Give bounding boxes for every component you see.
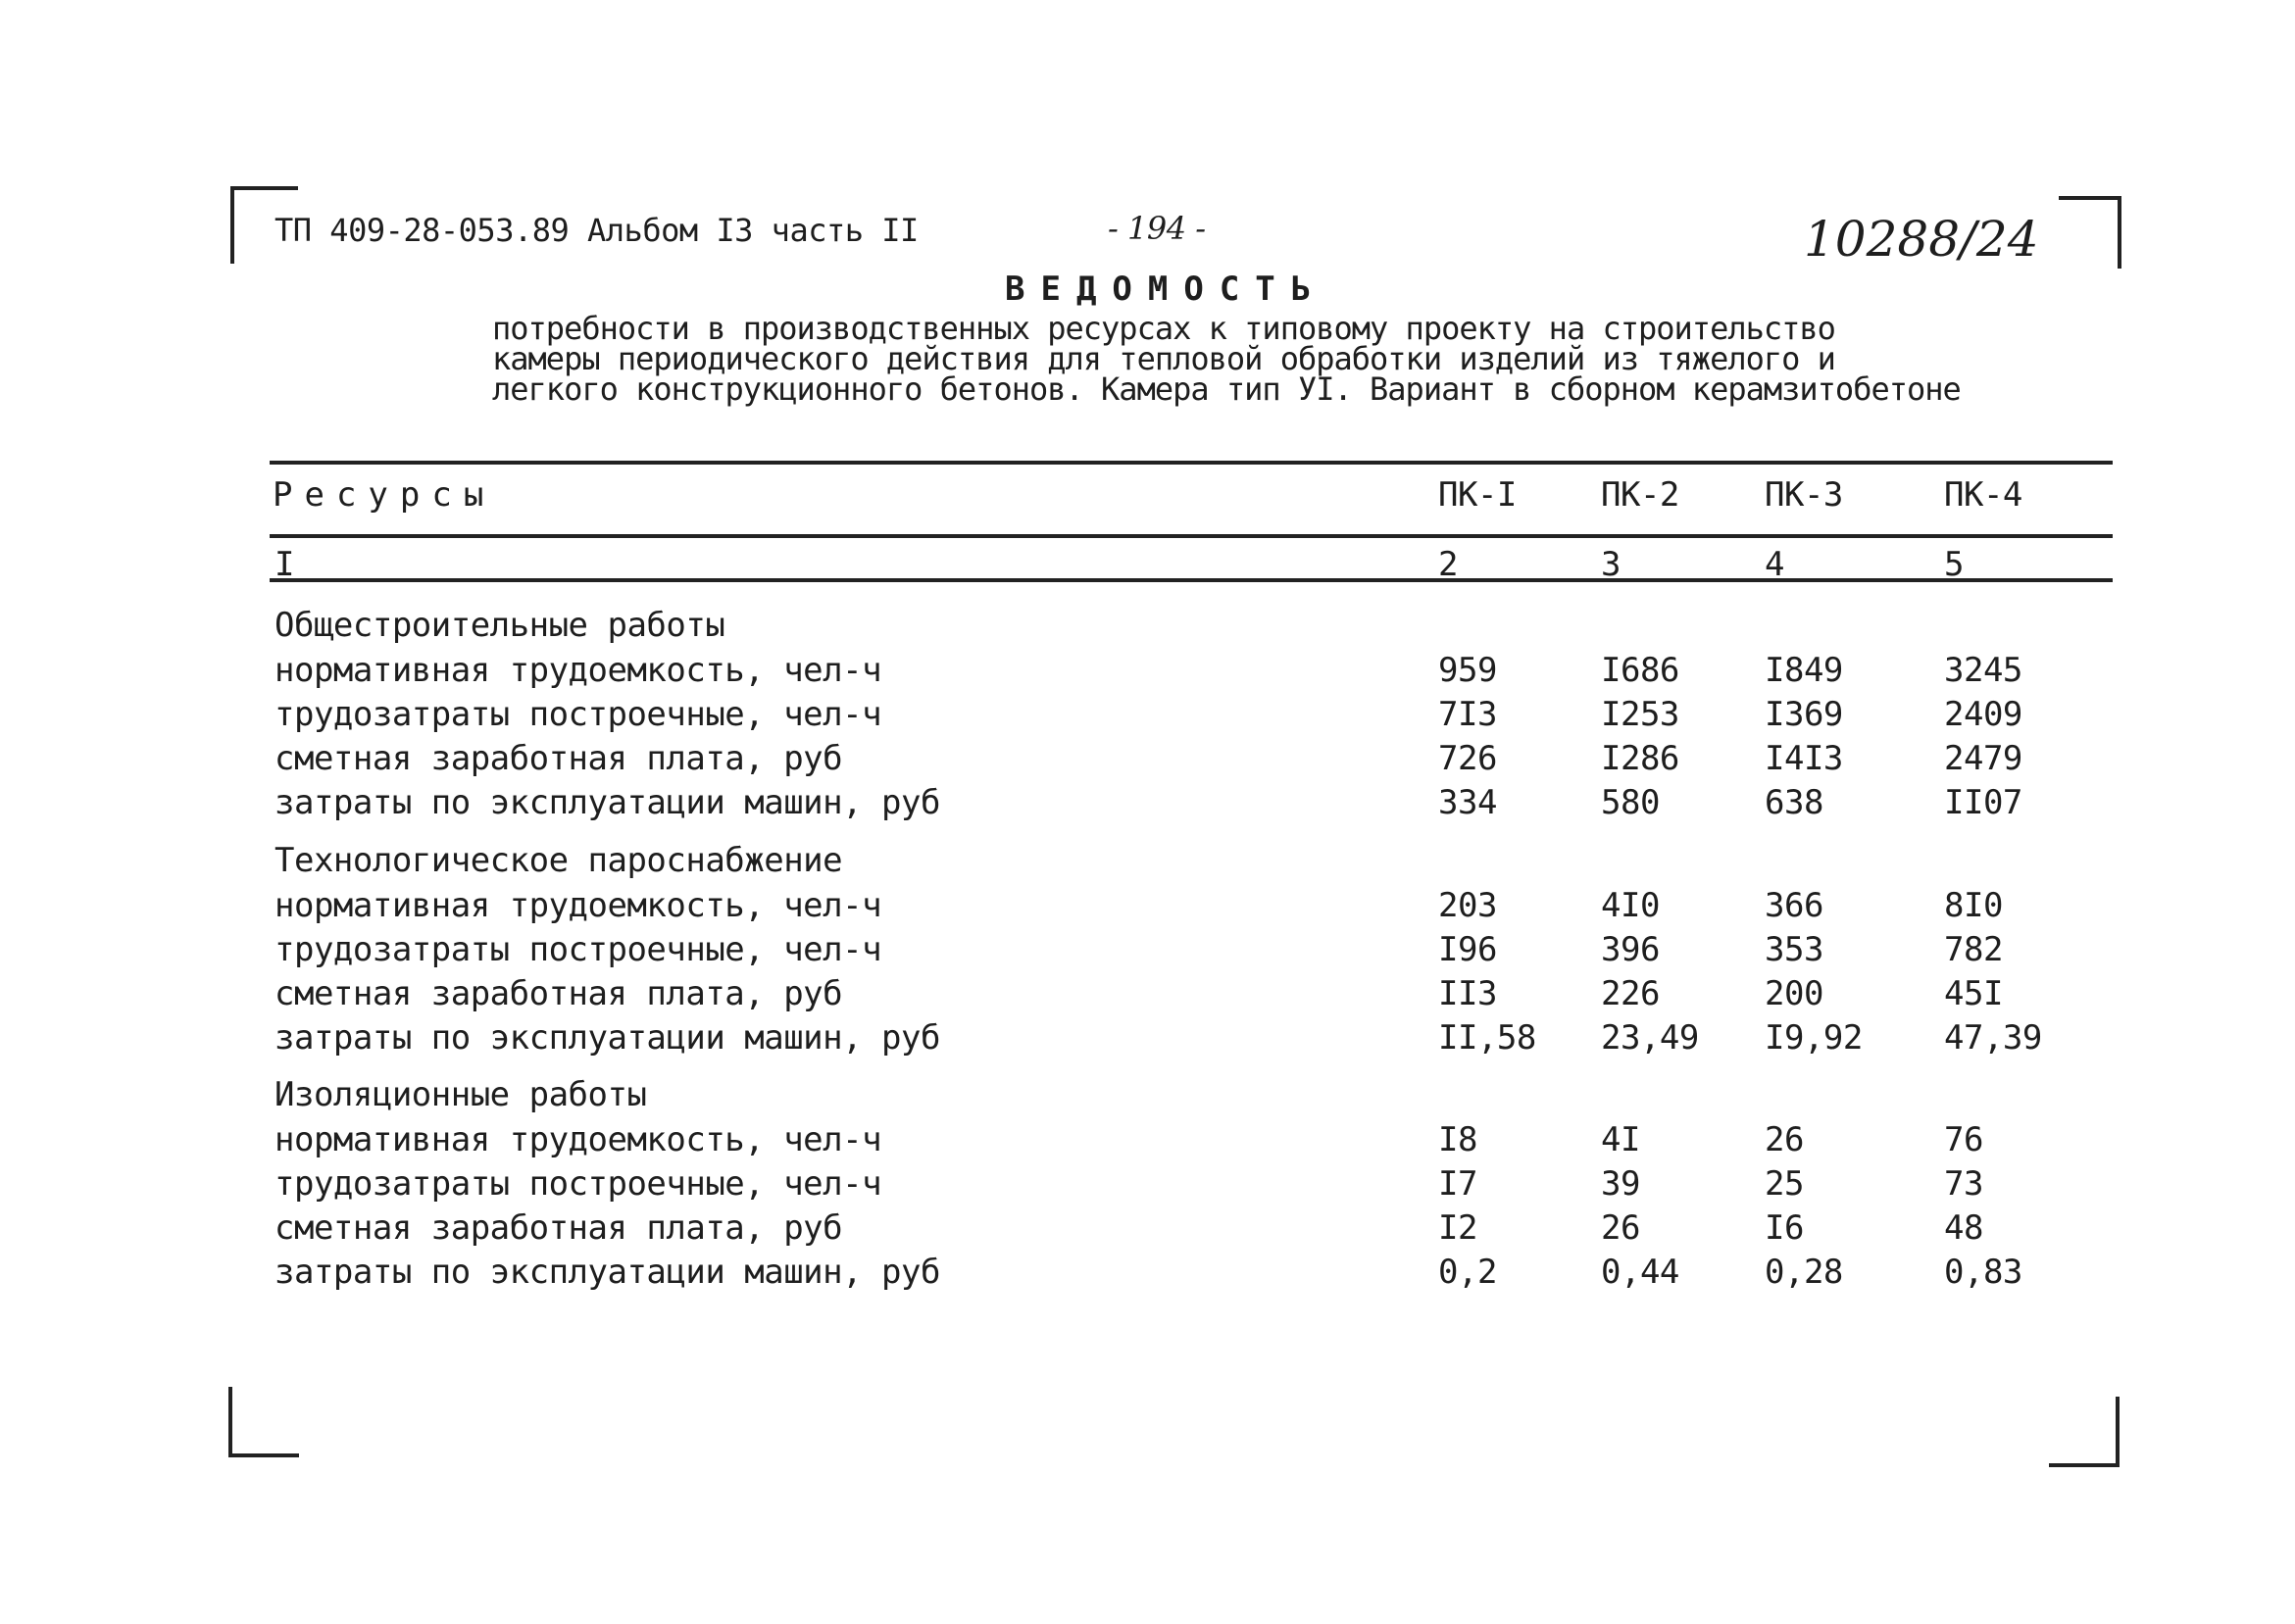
subtitle-line-2: камеры периодического действия для тепловой обработки изделий из тяжелого и <box>492 340 1835 377</box>
row-value-pk3: I4I3 <box>1765 739 1843 778</box>
table-top-rule <box>270 461 2113 465</box>
row-value-pk1: I7 <box>1438 1164 1477 1204</box>
row-value-pk2: 39 <box>1601 1164 1640 1204</box>
row-value-pk4: 76 <box>1944 1120 1983 1159</box>
row-label: нормативная трудоемкость, чел-ч <box>274 886 882 925</box>
section-title-insulation-works: Изоляционные работы <box>274 1075 647 1114</box>
column-header-pk1: ПК-I <box>1438 475 1517 515</box>
row-value-pk1: 203 <box>1438 886 1497 925</box>
table-header-rule <box>270 534 2113 538</box>
row-value-pk2: 580 <box>1601 783 1660 822</box>
row-value-pk3: 638 <box>1765 783 1823 822</box>
row-value-pk4: 45I <box>1944 974 2003 1013</box>
row-value-pk4: 782 <box>1944 930 2003 969</box>
row-value-pk1: 959 <box>1438 651 1497 690</box>
corner-mark-bottom-left <box>228 1387 299 1457</box>
page-number: - 194 - <box>1108 210 1206 247</box>
subtitle-line-3: легкого конструкционного бетонов. Камера тип УI. Вариант в сборном керамзитобетоне <box>492 370 1961 408</box>
row-label: нормативная трудоемкость, чел-ч <box>274 651 882 690</box>
row-label: сметная заработная плата, руб <box>274 974 843 1013</box>
row-value-pk1: 7I3 <box>1438 695 1497 734</box>
row-value-pk1: I2 <box>1438 1208 1477 1248</box>
row-value-pk1: II,58 <box>1438 1018 1536 1058</box>
corner-mark-top-right <box>2059 196 2121 269</box>
row-label: трудозатраты построечные, чел-ч <box>274 930 882 969</box>
row-value-pk3: 353 <box>1765 930 1823 969</box>
row-value-pk2: I686 <box>1601 651 1679 690</box>
row-value-pk1: 726 <box>1438 739 1497 778</box>
row-value-pk1: I8 <box>1438 1120 1477 1159</box>
row-value-pk2: I253 <box>1601 695 1679 734</box>
column-header-pk3: ПК-3 <box>1765 475 1843 515</box>
handwritten-number: 10288/24 <box>1804 211 2039 268</box>
row-value-pk3: 200 <box>1765 974 1823 1013</box>
column-header-resources: Ресурсы <box>273 475 496 515</box>
section-title-steam-supply: Технологическое пароснабжение <box>274 841 843 880</box>
column-header-pk4: ПК-4 <box>1944 475 2022 515</box>
row-value-pk3: I6 <box>1765 1208 1804 1248</box>
column-number-5: 5 <box>1944 545 1964 584</box>
row-label: затраты по эксплуатации машин, руб <box>274 1253 940 1292</box>
corner-mark-bottom-right <box>2049 1397 2120 1467</box>
subtitle-line-1: потребности в производственных ресурсах к типовому проекту на строительство <box>492 310 1835 347</box>
row-value-pk3: I369 <box>1765 695 1843 734</box>
row-value-pk2: 4I <box>1601 1120 1640 1159</box>
row-value-pk3: I9,92 <box>1765 1018 1863 1058</box>
row-value-pk1: II3 <box>1438 974 1497 1013</box>
row-value-pk4: 2479 <box>1944 739 2022 778</box>
row-label: сметная заработная плата, руб <box>274 739 843 778</box>
table-number-rule <box>270 578 2113 582</box>
column-header-pk2: ПК-2 <box>1601 475 1679 515</box>
row-value-pk2: 396 <box>1601 930 1660 969</box>
row-value-pk2: 226 <box>1601 974 1660 1013</box>
row-value-pk2: 23,49 <box>1601 1018 1699 1058</box>
row-value-pk3: 366 <box>1765 886 1823 925</box>
column-number-3: 3 <box>1601 545 1621 584</box>
column-number-2: 2 <box>1438 545 1458 584</box>
row-value-pk4: 3245 <box>1944 651 2022 690</box>
row-value-pk1: 334 <box>1438 783 1497 822</box>
row-label: нормативная трудоемкость, чел-ч <box>274 1120 882 1159</box>
row-value-pk4: 8I0 <box>1944 886 2003 925</box>
row-value-pk2: 0,44 <box>1601 1253 1679 1292</box>
row-value-pk4: II07 <box>1944 783 2022 822</box>
row-value-pk3: 26 <box>1765 1120 1804 1159</box>
row-label: затраты по эксплуатации машин, руб <box>274 1018 940 1058</box>
row-label: трудозатраты построечные, чел-ч <box>274 1164 882 1204</box>
section-title-general-construction: Общестроительные работы <box>274 606 725 645</box>
row-value-pk2: 4I0 <box>1601 886 1660 925</box>
row-value-pk4: 73 <box>1944 1164 1983 1204</box>
document-code: ТП 409-28-053.89 Альбом I3 часть II <box>274 212 919 249</box>
row-label: затраты по эксплуатации машин, руб <box>274 783 940 822</box>
row-value-pk1: I96 <box>1438 930 1497 969</box>
row-value-pk4: 2409 <box>1944 695 2022 734</box>
row-value-pk4: 0,83 <box>1944 1253 2022 1292</box>
document-title: ВЕДОМОСТЬ <box>1005 270 1327 309</box>
row-value-pk3: 25 <box>1765 1164 1804 1204</box>
row-value-pk4: 48 <box>1944 1208 1983 1248</box>
row-value-pk2: I286 <box>1601 739 1679 778</box>
column-number-1: I <box>274 545 294 584</box>
row-value-pk4: 47,39 <box>1944 1018 2042 1058</box>
row-value-pk2: 26 <box>1601 1208 1640 1248</box>
row-label: сметная заработная плата, руб <box>274 1208 843 1248</box>
row-label: трудозатраты построечные, чел-ч <box>274 695 882 734</box>
column-number-4: 4 <box>1765 545 1784 584</box>
row-value-pk3: 0,28 <box>1765 1253 1843 1292</box>
row-value-pk1: 0,2 <box>1438 1253 1497 1292</box>
row-value-pk3: I849 <box>1765 651 1843 690</box>
